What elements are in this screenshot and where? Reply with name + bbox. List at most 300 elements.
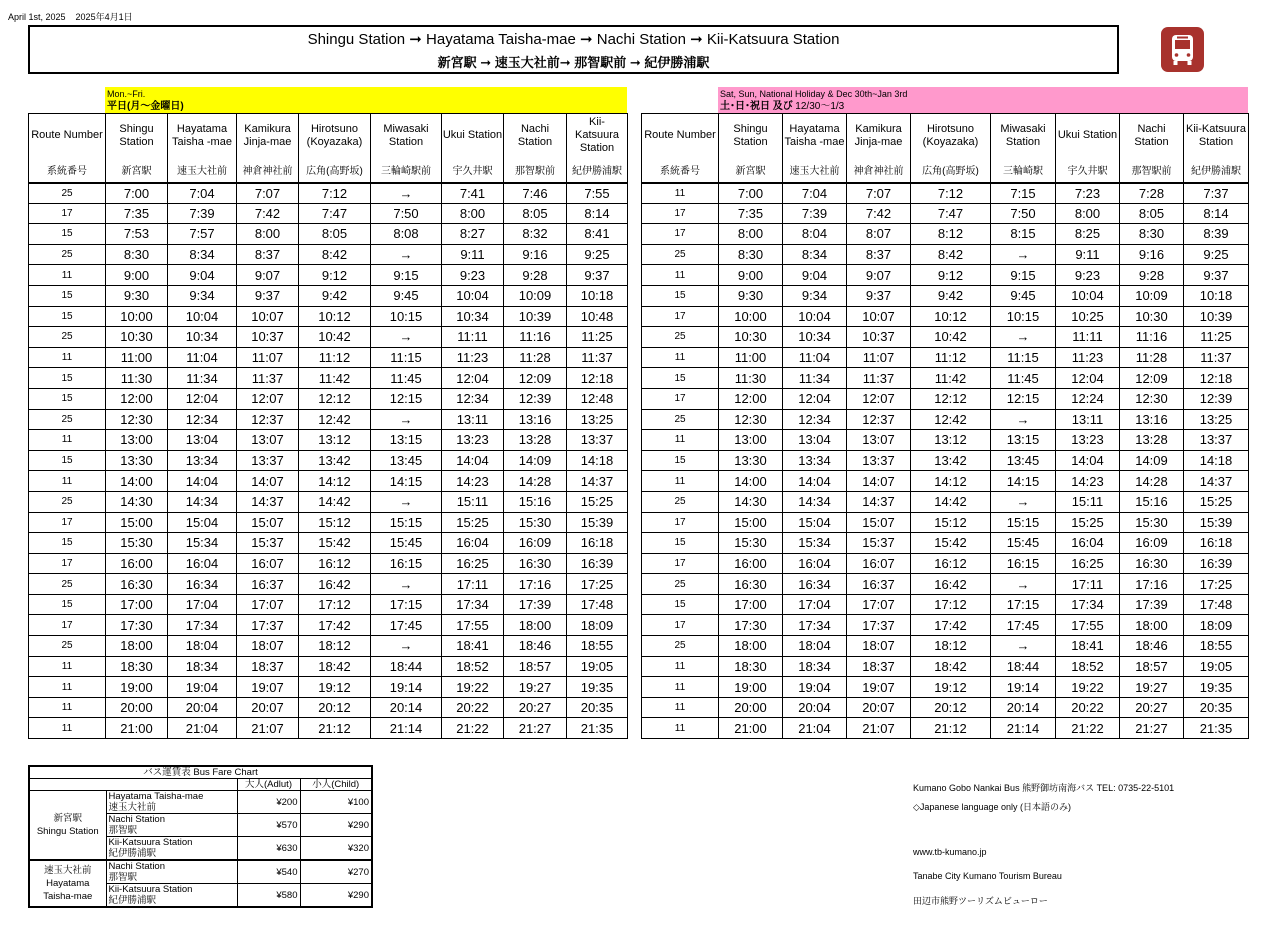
departure-time: 17:42 (299, 615, 371, 636)
departure-time: 9:37 (1184, 265, 1249, 286)
departure-time: 12:07 (237, 388, 299, 409)
column-header: Shingu Station (106, 114, 168, 158)
departure-time: 12:12 (911, 388, 991, 409)
departure-time: 9:15 (371, 265, 442, 286)
departure-time: 14:18 (567, 450, 628, 471)
route-number: 17 (642, 512, 719, 533)
departure-time: 19:00 (719, 677, 783, 698)
table-row (29, 697, 628, 718)
departure-time: 14:15 (371, 471, 442, 492)
table-row (29, 347, 628, 368)
table-row (29, 183, 628, 204)
departure-time: 19:35 (1184, 677, 1249, 698)
route-number: 15 (29, 533, 106, 554)
departure-time: 21:14 (371, 718, 442, 739)
departure-time: 13:37 (847, 450, 911, 471)
departure-time: 17:16 (504, 574, 567, 595)
departure-time: 18:37 (237, 656, 299, 677)
route-number: 25 (642, 491, 719, 512)
departure-time: 18:55 (1184, 636, 1249, 657)
departure-time: 15:11 (1056, 491, 1120, 512)
departure-time: 7:23 (1056, 183, 1120, 204)
departure-time: → (991, 491, 1056, 512)
route-number: 11 (29, 347, 106, 368)
holiday-label-jp: 土･日･祝日 及び (720, 101, 793, 112)
departure-time: 10:04 (1056, 285, 1120, 306)
departure-time: 17:11 (442, 574, 504, 595)
route-number: 15 (29, 224, 106, 245)
departure-time: 17:30 (719, 615, 783, 636)
departure-time: 14:07 (847, 471, 911, 492)
departure-time: 8:37 (847, 244, 911, 265)
column-header: Nachi Station (504, 114, 567, 158)
departure-time: 10:00 (106, 306, 168, 327)
departure-time: 15:12 (299, 512, 371, 533)
departure-time: 11:45 (371, 368, 442, 389)
column-header: Kamikura Jinja-mae (237, 114, 299, 158)
route-number: 25 (29, 244, 106, 265)
departure-time: 10:30 (106, 327, 168, 348)
destination-en: Nachi Station (108, 861, 166, 872)
table-row (29, 306, 628, 327)
departure-time: 18:52 (1056, 656, 1120, 677)
column-header: Shingu Station (719, 114, 783, 158)
departure-time: 8:05 (299, 224, 371, 245)
departure-time: 7:55 (567, 183, 628, 204)
route-number: 15 (29, 450, 106, 471)
departure-time: 9:34 (783, 285, 847, 306)
fare-destination (106, 791, 237, 814)
adult-header: 大人(Adlut) (237, 779, 300, 791)
issue-date (8, 10, 143, 23)
departure-time: → (371, 327, 442, 348)
column-header-jp: 那智駅前 (504, 158, 567, 183)
table-row (642, 347, 1249, 368)
departure-time: 18:55 (567, 636, 628, 657)
departure-time: 8:08 (371, 224, 442, 245)
adult-fare: ¥630 (237, 837, 300, 861)
table-row (642, 656, 1249, 677)
departure-time: 15:15 (991, 512, 1056, 533)
departure-time: 8:34 (783, 244, 847, 265)
departure-time: 12:48 (567, 388, 628, 409)
departure-time: 15:04 (168, 512, 237, 533)
departure-time: 17:15 (991, 594, 1056, 615)
departure-time: 11:11 (442, 327, 504, 348)
language-note: ◇Japanese language only (日本語のみ) (913, 802, 1071, 812)
departure-time: 18:04 (783, 636, 847, 657)
fare-row (29, 860, 372, 884)
departure-time: 18:41 (1056, 636, 1120, 657)
departure-time: 17:45 (371, 615, 442, 636)
route-title-jp: 新宮駅 ➞ 速玉大社前➞ 那智駅前 ➞ 紀伊勝浦駅 (437, 55, 710, 70)
departure-time: 11:11 (1056, 327, 1120, 348)
departure-time: 19:04 (168, 677, 237, 698)
departure-time: → (371, 574, 442, 595)
departure-time: 7:42 (847, 203, 911, 224)
departure-time: 17:04 (783, 594, 847, 615)
departure-time: 10:34 (168, 327, 237, 348)
table-row (29, 491, 628, 512)
table-row (29, 718, 628, 739)
departure-time: 17:37 (237, 615, 299, 636)
departure-time: 10:09 (1120, 285, 1184, 306)
table-row (29, 677, 628, 698)
departure-time: 13:37 (567, 430, 628, 451)
column-header: Miwasaki Station (371, 114, 442, 158)
departure-time: 11:04 (783, 347, 847, 368)
destination-en: Nachi Station (108, 814, 166, 825)
departure-time: 8:00 (1056, 203, 1120, 224)
departure-time: 11:42 (299, 368, 371, 389)
departure-time: 18:41 (442, 636, 504, 657)
route-number: 11 (29, 265, 106, 286)
departure-time: 14:04 (1056, 450, 1120, 471)
departure-time: 9:37 (237, 285, 299, 306)
fare-row (29, 791, 372, 814)
departure-time: 13:34 (783, 450, 847, 471)
column-header-jp: 神倉神社前 (847, 158, 911, 183)
departure-time: 20:04 (168, 697, 237, 718)
website-link[interactable]: www.tb-kumano.jp (913, 847, 987, 857)
route-number: 25 (642, 574, 719, 595)
route-number: 17 (29, 553, 106, 574)
departure-time: 12:04 (442, 368, 504, 389)
departure-time: 16:30 (504, 553, 567, 574)
column-header: Route Number (642, 114, 719, 158)
departure-time: 12:30 (106, 409, 168, 430)
departure-time: 16:39 (567, 553, 628, 574)
departure-time: 15:07 (237, 512, 299, 533)
departure-time: 13:34 (168, 450, 237, 471)
departure-time: 14:15 (991, 471, 1056, 492)
departure-time: 9:30 (106, 285, 168, 306)
departure-time: 15:39 (567, 512, 628, 533)
departure-time: 19:12 (911, 677, 991, 698)
column-header-jp: 広角(高野坂) (299, 158, 371, 183)
departure-time: 8:42 (299, 244, 371, 265)
departure-time: 7:00 (106, 183, 168, 204)
route-number: 17 (29, 615, 106, 636)
departure-time: 20:35 (567, 697, 628, 718)
table-row (642, 224, 1249, 245)
route-number: 25 (642, 327, 719, 348)
departure-time: 17:48 (1184, 594, 1249, 615)
date-jp: 2025年4月1日 (75, 12, 133, 22)
departure-time: 15:12 (911, 512, 991, 533)
adult-fare: ¥540 (237, 860, 300, 884)
departure-time: 17:34 (1056, 594, 1120, 615)
route-number: 11 (29, 697, 106, 718)
departure-time: 19:07 (847, 677, 911, 698)
adult-fare: ¥200 (237, 791, 300, 814)
departure-time: 11:25 (567, 327, 628, 348)
departure-time: 18:12 (911, 636, 991, 657)
departure-time: 12:34 (168, 409, 237, 430)
departure-time: 8:07 (847, 224, 911, 245)
departure-time: 11:00 (719, 347, 783, 368)
departure-time: 21:22 (442, 718, 504, 739)
departure-time: 15:37 (847, 533, 911, 554)
departure-time: 7:35 (106, 203, 168, 224)
departure-time: 18:44 (991, 656, 1056, 677)
departure-time: 12:00 (719, 388, 783, 409)
departure-time: 20:22 (442, 697, 504, 718)
bureau-name-jp: 田辺市熊野ツーリズムビューロー (913, 896, 1048, 906)
departure-time: 12:39 (504, 388, 567, 409)
route-number: 25 (642, 244, 719, 265)
departure-time: 19:27 (1120, 677, 1184, 698)
departure-time: 11:12 (911, 347, 991, 368)
departure-time: 14:00 (106, 471, 168, 492)
departure-time: 10:07 (847, 306, 911, 327)
departure-time: 14:34 (783, 491, 847, 512)
departure-time: 13:16 (504, 409, 567, 430)
departure-time: 11:07 (847, 347, 911, 368)
departure-time: 9:23 (442, 265, 504, 286)
departure-time: 14:04 (442, 450, 504, 471)
departure-time: 12:42 (299, 409, 371, 430)
departure-time: 15:25 (1184, 491, 1249, 512)
departure-time: 8:14 (567, 203, 628, 224)
departure-time: 12:30 (719, 409, 783, 430)
table-row (29, 224, 628, 245)
fare-chart (28, 765, 373, 908)
departure-time: 10:15 (991, 306, 1056, 327)
departure-time: 9:16 (504, 244, 567, 265)
column-header: Miwasaki Station (991, 114, 1056, 158)
route-number: 17 (642, 615, 719, 636)
departure-time: 18:42 (911, 656, 991, 677)
departure-time: 13:23 (1056, 430, 1120, 451)
route-number: 11 (29, 677, 106, 698)
departure-time: 9:45 (371, 285, 442, 306)
departure-time: 11:04 (168, 347, 237, 368)
departure-time: 9:04 (168, 265, 237, 286)
departure-time: 19:27 (504, 677, 567, 698)
table-row (642, 368, 1249, 389)
departure-time: 16:25 (1056, 553, 1120, 574)
route-number: 17 (642, 388, 719, 409)
route-number: 25 (29, 409, 106, 430)
table-row (29, 553, 628, 574)
departure-time: 7:47 (299, 203, 371, 224)
route-title-en: Shingu Station ➞ Hayatama Taisha-mae ➞ Nachi Station ➞ Kii-Katsuura Station (307, 31, 840, 48)
departure-time: 11:37 (1184, 347, 1249, 368)
fare-origin (29, 791, 106, 861)
departure-time: 16:37 (237, 574, 299, 595)
route-number: 17 (29, 203, 106, 224)
departure-time: 16:12 (911, 553, 991, 574)
departure-time: 18:57 (504, 656, 567, 677)
departure-time: 14:23 (442, 471, 504, 492)
departure-time: 10:18 (1184, 285, 1249, 306)
departure-time: 13:15 (991, 430, 1056, 451)
departure-time: 21:14 (991, 718, 1056, 739)
departure-time: 21:07 (847, 718, 911, 739)
adult-fare: ¥580 (237, 884, 300, 908)
route-number: 15 (29, 388, 106, 409)
column-header-jp: 那智駅前 (1120, 158, 1184, 183)
origin-en: Shingu Station (36, 826, 99, 837)
column-header: Ukui Station (442, 114, 504, 158)
departure-time: → (991, 409, 1056, 430)
departure-time: 11:23 (442, 347, 504, 368)
departure-time: 11:30 (106, 368, 168, 389)
departure-time: 15:11 (442, 491, 504, 512)
departure-time: 17:11 (1056, 574, 1120, 595)
departure-time: 10:34 (783, 327, 847, 348)
departure-time: 21:04 (783, 718, 847, 739)
departure-time: 15:00 (719, 512, 783, 533)
header-row-jp (29, 158, 628, 183)
departure-time: 11:28 (504, 347, 567, 368)
departure-time: 13:28 (1120, 430, 1184, 451)
table-row (29, 533, 628, 554)
departure-time: 15:15 (371, 512, 442, 533)
table-row (29, 656, 628, 677)
weekday-label-jp: 平日(月～金曜日) (107, 101, 184, 112)
adult-fare: ¥570 (237, 814, 300, 837)
departure-time: 12:37 (237, 409, 299, 430)
departure-time: 16:15 (371, 553, 442, 574)
departure-time: 18:00 (106, 636, 168, 657)
departure-time: 21:07 (237, 718, 299, 739)
departure-time: 21:00 (719, 718, 783, 739)
departure-time: 13:11 (442, 409, 504, 430)
departure-time: 13:37 (237, 450, 299, 471)
departure-time: 11:45 (991, 368, 1056, 389)
departure-time: 12:24 (1056, 388, 1120, 409)
departure-time: 16:07 (237, 553, 299, 574)
departure-time: 14:09 (504, 450, 567, 471)
departure-time: 11:34 (168, 368, 237, 389)
departure-time: 21:27 (504, 718, 567, 739)
departure-time: 11:30 (719, 368, 783, 389)
route-number: 25 (29, 183, 106, 204)
destination-en: Kii-Katsuura Station (108, 884, 193, 895)
departure-time: 10:37 (237, 327, 299, 348)
route-number: 25 (29, 636, 106, 657)
departure-time: 13:12 (911, 430, 991, 451)
route-number: 25 (642, 636, 719, 657)
departure-time: 7:50 (991, 203, 1056, 224)
departure-time: 21:12 (299, 718, 371, 739)
departure-time: 9:30 (719, 285, 783, 306)
departure-time: 20:35 (1184, 697, 1249, 718)
departure-time: 17:55 (1056, 615, 1120, 636)
departure-time: 19:07 (237, 677, 299, 698)
origin-jp: 新宮駅 (53, 813, 82, 824)
departure-time: 11:37 (237, 368, 299, 389)
departure-time: 16:30 (719, 574, 783, 595)
holiday-label-en: Sat, Sun, National Holiday & Dec 30th~Jan 3rd (720, 89, 908, 99)
departure-time: 10:09 (504, 285, 567, 306)
departure-time: 16:18 (567, 533, 628, 554)
departure-time: 17:34 (168, 615, 237, 636)
departure-time: 10:42 (911, 327, 991, 348)
departure-time: 12:15 (991, 388, 1056, 409)
departure-time: 19:12 (299, 677, 371, 698)
departure-time: 13:00 (106, 430, 168, 451)
destination-jp: 速玉大社前 (108, 802, 157, 813)
route-number: 11 (642, 265, 719, 286)
departure-time: 13:37 (1184, 430, 1249, 451)
departure-time: 10:37 (847, 327, 911, 348)
header-row-en (642, 114, 1249, 158)
departure-time: 9:07 (237, 265, 299, 286)
departure-time: 7:07 (847, 183, 911, 204)
departure-time: 8:41 (567, 224, 628, 245)
departure-time: 18:34 (783, 656, 847, 677)
child-header: 小人(Child) (300, 779, 372, 791)
departure-time: 10:48 (567, 306, 628, 327)
table-row (642, 615, 1249, 636)
departure-time: 10:15 (371, 306, 442, 327)
departure-time: 18:57 (1120, 656, 1184, 677)
departure-time: 11:16 (1120, 327, 1184, 348)
column-header: Ukui Station (1056, 114, 1120, 158)
weekday-label-en: Mon.~Fri. (107, 89, 146, 99)
departure-time: 17:25 (1184, 574, 1249, 595)
departure-time: 9:37 (567, 265, 628, 286)
departure-time: 9:07 (847, 265, 911, 286)
departure-time: 16:00 (106, 553, 168, 574)
departure-time: 16:42 (911, 574, 991, 595)
departure-time: 15:07 (847, 512, 911, 533)
departure-time: 10:04 (783, 306, 847, 327)
departure-time: 15:25 (442, 512, 504, 533)
departure-time: 11:34 (783, 368, 847, 389)
departure-time: 7:42 (237, 203, 299, 224)
child-fare: ¥290 (300, 884, 372, 908)
holiday-timetable (641, 113, 1249, 739)
departure-time: 15:30 (504, 512, 567, 533)
table-row (642, 574, 1249, 595)
departure-time: 17:45 (991, 615, 1056, 636)
holiday-band (718, 87, 1248, 113)
departure-time: 12:00 (106, 388, 168, 409)
departure-time: 16:39 (1184, 553, 1249, 574)
departure-time: 10:12 (911, 306, 991, 327)
table-row (29, 203, 628, 224)
departure-time: 15:00 (106, 512, 168, 533)
departure-time: 11:37 (847, 368, 911, 389)
departure-time: 13:30 (719, 450, 783, 471)
table-row (642, 512, 1249, 533)
departure-time: 16:37 (847, 574, 911, 595)
column-header: Hayatama Taisha -mae (168, 114, 237, 158)
departure-time: 14:04 (783, 471, 847, 492)
departure-time: 16:30 (1120, 553, 1184, 574)
departure-time: 9:00 (106, 265, 168, 286)
departure-time: 11:16 (504, 327, 567, 348)
departure-time: 18:07 (847, 636, 911, 657)
weekday-timetable (28, 113, 628, 739)
origin-en: Hayatama Taisha-mae (43, 878, 93, 902)
departure-time: 12:09 (1120, 368, 1184, 389)
column-header-jp: 神倉神社前 (237, 158, 299, 183)
column-header-jp: 三輪崎駅 (991, 158, 1056, 183)
table-row (642, 285, 1249, 306)
departure-time: 12:18 (1184, 368, 1249, 389)
departure-time: 14:04 (168, 471, 237, 492)
departure-time: 16:00 (719, 553, 783, 574)
departure-time: 9:25 (567, 244, 628, 265)
column-header-jp: 新宮駅 (719, 158, 783, 183)
departure-time: 16:04 (1056, 533, 1120, 554)
fare-destination (106, 884, 237, 908)
